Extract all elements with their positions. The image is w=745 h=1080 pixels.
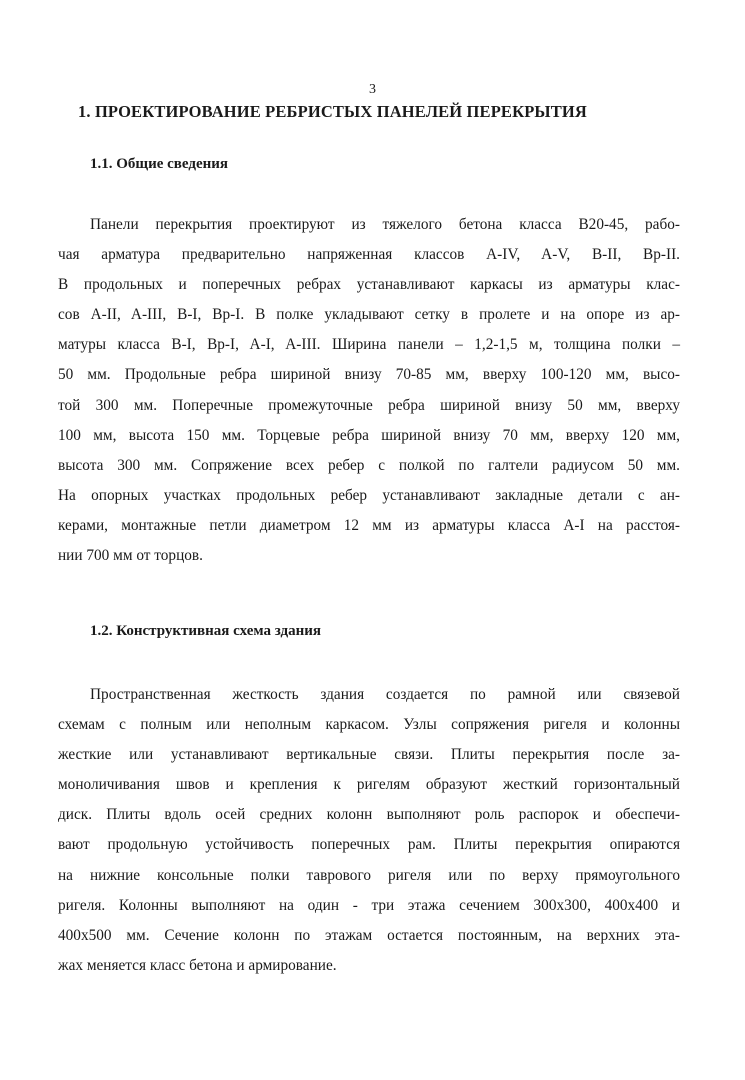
text-line: жах меняется класс бетона и армирование. [58, 956, 337, 974]
text-line: на нижние консольные полки таврового ригеля или по верху прямоугольного [58, 866, 680, 884]
text-line: Пространственная жесткость здания создается по рамной или связевой [90, 686, 680, 703]
text-line: ригеля. Колонны выполняют на один - три этажа сечением 300x300, 400x400 и [58, 896, 680, 914]
text-line: той 300 мм. Поперечные промежуточные ребра шириной внизу 50 мм, вверху [58, 396, 680, 414]
section-title-general-info: 1.1. Общие сведения [90, 156, 228, 172]
text-line: моноличивания швов и крепления к ригелям образуют жесткий горизонтальный [58, 776, 680, 794]
chapter-title: 1. ПРОЕКТИРОВАНИЕ РЕБРИСТЫХ ПАНЕЛЕЙ ПЕРЕКРЫТИЯ [78, 102, 587, 121]
text-line: керами, монтажные петли диаметром 12 мм из арматуры класса A-I на расстоя- [58, 516, 680, 534]
text-line: вают продольную устойчивость поперечных рам. Плиты перекрытия опираются [58, 836, 680, 854]
text-line: 400x500 мм. Сечение колонн по этажам остается постоянным, на верхних эта- [58, 926, 680, 944]
text-line: 100 мм, высота 150 мм. Торцевые ребра шириной внизу 70 мм, вверху 120 мм, [58, 426, 680, 444]
text-line: 50 мм. Продольные ребра шириной внизу 70-85 мм, вверху 100-120 мм, высо- [58, 366, 680, 384]
text-line: матуры класса В-I, Вр-I, A-I, A-III. Ширина панели – 1,2-1,5 м, толщина полки – [58, 336, 680, 354]
text-line: чая арматура предварительно напряженная классов A-IV, A-V, B-II, Bp-II. [58, 246, 680, 264]
text-line: схемам с полным или неполным каркасом. Узлы сопряжения ригеля и колонны [58, 716, 680, 734]
text-line: диск. Плиты вдоль осей средних колонн выполняют роль распорок и обеспечи- [58, 806, 680, 824]
paragraph-general-info [58, 210, 680, 571]
text-line: высота 300 мм. Сопряжение всех ребер с полкой по галтели радиусом 50 мм. [58, 456, 680, 474]
page-number: 3 [369, 82, 376, 97]
text-line: В продольных и поперечных ребрах устанавливают каркасы из арматуры клас- [58, 276, 680, 294]
section-title-structural-scheme: 1.2. Конструктивная схема здания [90, 623, 321, 639]
text-line: жесткие или устанавливают вертикальные связи. Плиты перекрытия после за- [58, 746, 680, 764]
text-line: Панели перекрытия проектируют из тяжелого бетона класса В20-45, рабо- [90, 216, 680, 233]
text-line: На опорных участках продольных ребер устанавливают закладные детали с ан- [58, 486, 680, 504]
text-line: нии 700 мм от торцов. [58, 547, 203, 565]
text-line: сов A-II, A-III, B-I, Bp-I. В полке укладывают сетку в пролете и на опоре из ар- [58, 306, 680, 324]
paragraph-structural-scheme [58, 680, 680, 981]
